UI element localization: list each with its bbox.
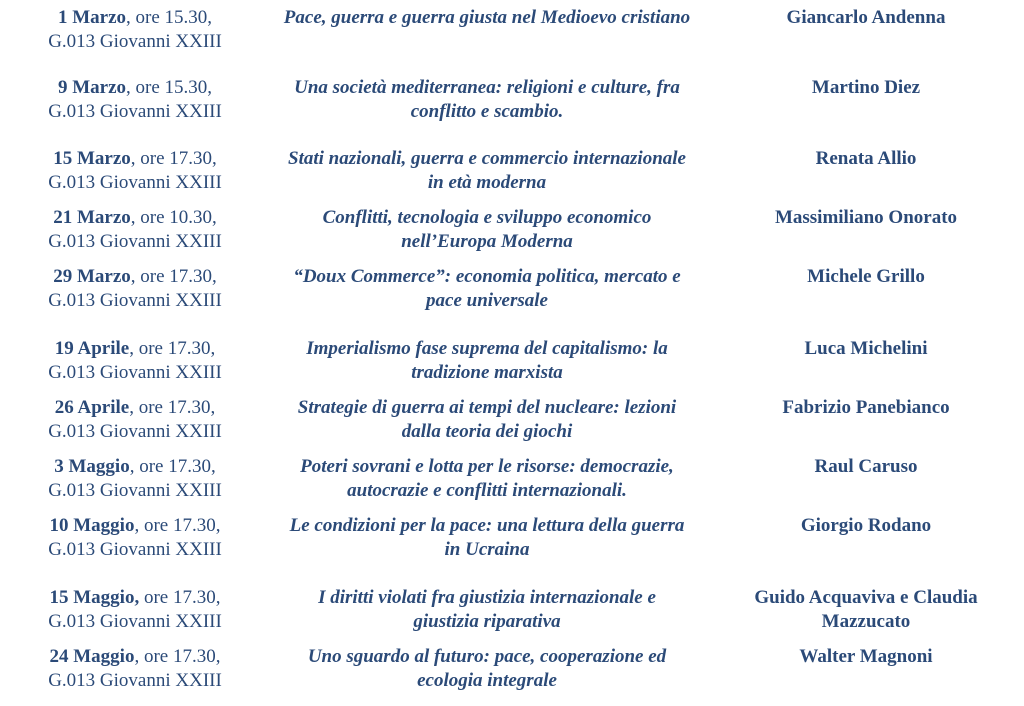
lecture-row (0, 586, 1024, 636)
lecture-row (0, 514, 1024, 564)
lecture-title-line: Uno sguardo al futuro: pace, cooperazione ed (307, 646, 667, 667)
lecture-title-line: ecologia integrale (417, 670, 557, 691)
lecture-speaker-line: Massimiliano Onorato (774, 207, 958, 228)
lecture-row (0, 76, 1024, 126)
lecture-speaker (728, 645, 1004, 693)
lecture-speaker (728, 147, 1004, 195)
lecture-title-line: Le condizioni per la pace: una lettura della guerra (289, 515, 685, 536)
lecture-title (250, 6, 724, 54)
lecture-title-line (250, 30, 724, 54)
lecture-speaker-line: Mazzucato (821, 611, 911, 632)
lecture-date: 15 Marzo (53, 148, 131, 169)
lecture-room: G.013 Giovanni XXIII (48, 421, 222, 442)
lecture-title-line: Una società mediterranea: religioni e culture, fra (294, 77, 680, 98)
lecture-speaker (728, 396, 1004, 444)
lecture-speaker-line (728, 100, 1004, 124)
lecture-speaker-line (728, 171, 1004, 195)
lecture-room: G.013 Giovanni XXIII (48, 611, 222, 632)
lecture-row (0, 337, 1024, 387)
lecture-title-line: dalla teoria dei giochi (401, 421, 573, 442)
lecture-time: , ore 17.30, (130, 266, 217, 287)
lecture-title-line: in età moderna (427, 172, 547, 193)
lecture-date: 19 Aprile (54, 338, 130, 359)
lecture-when (22, 455, 248, 503)
lecture-speaker (728, 206, 1004, 254)
lecture-title-line: Poteri sovrani e lotta per le risorse: democrazie, (300, 456, 674, 477)
lecture-speaker (728, 337, 1004, 385)
lecture-speaker-line (728, 420, 1004, 444)
lecture-when (22, 514, 248, 562)
lecture-room: G.013 Giovanni XXIII (48, 290, 222, 311)
lecture-date: 3 Maggio (54, 456, 130, 477)
lecture-title (250, 265, 724, 313)
lecture-speaker-line: Raul Caruso (814, 456, 918, 477)
lecture-speaker-line (728, 669, 1004, 693)
lecture-when (22, 586, 248, 634)
lecture-title-line: nell’Europa Moderna (401, 231, 573, 252)
lecture-date: 10 Maggio (49, 515, 135, 536)
lecture-room: G.013 Giovanni XXIII (48, 670, 222, 691)
lecture-speaker-line: Michele Grillo (807, 266, 925, 287)
lecture-time: , ore 15.30, (126, 77, 213, 98)
lecture-time: , ore 17.30, (130, 148, 217, 169)
lecture-title (250, 337, 724, 385)
lecture-time: ore 17.30, (139, 587, 221, 608)
lecture-time: , ore 17.30, (134, 515, 221, 536)
lecture-speaker-line (728, 289, 1004, 313)
lecture-room: G.013 Giovanni XXIII (48, 31, 222, 52)
lecture-speaker-line: Fabrizio Panebianco (782, 397, 950, 418)
lecture-date: 26 Aprile (54, 397, 130, 418)
lecture-title (250, 206, 724, 254)
lecture-speaker-line: Giancarlo Andenna (786, 7, 946, 28)
lecture-speaker (728, 455, 1004, 503)
lecture-speaker (728, 6, 1004, 54)
lecture-title-line: Stati nazionali, guerra e commercio internazionale (288, 148, 686, 169)
lecture-speaker-line: Giorgio Rodano (800, 515, 932, 536)
lecture-speaker-line: Martino Diez (811, 77, 921, 98)
lecture-title (250, 514, 724, 562)
lecture-title-line: in Ucraina (444, 539, 530, 560)
lecture-title-line: Pace, guerra e guerra giusta nel Medioevo cristiano (283, 7, 691, 28)
lecture-time: , ore 17.30, (129, 338, 216, 359)
lecture-speaker-line (728, 538, 1004, 562)
lecture-title-line: Conflitti, tecnologia e sviluppo economico (322, 207, 652, 228)
lecture-title (250, 455, 724, 503)
lecture-row (0, 455, 1024, 505)
lecture-speaker (728, 265, 1004, 313)
lecture-speaker (728, 586, 1004, 634)
lecture-when (22, 76, 248, 124)
lecture-when (22, 6, 248, 54)
lecture-time: , ore 17.30, (129, 456, 216, 477)
lecture-speaker-line (728, 479, 1004, 503)
lecture-time: , ore 15.30, (126, 7, 213, 28)
lecture-room: G.013 Giovanni XXIII (48, 101, 222, 122)
lecture-date: 29 Marzo (53, 266, 131, 287)
lecture-date: 15 Maggio, (49, 587, 140, 608)
lecture-speaker-line: Guido Acquaviva e Claudia (754, 587, 978, 608)
lecture-time: , ore 17.30, (129, 397, 216, 418)
lecture-speaker-line: Luca Michelini (804, 338, 928, 359)
lecture-title-line: Strategie di guerra ai tempi del nucleare: lezioni (297, 397, 677, 418)
lecture-time: , ore 10.30, (130, 207, 217, 228)
lecture-title (250, 396, 724, 444)
lecture-speaker-line (728, 230, 1004, 254)
lecture-when (22, 265, 248, 313)
lecture-when (22, 337, 248, 385)
lecture-title (250, 76, 724, 124)
lecture-title-line: Imperialismo fase suprema del capitalismo: la (306, 338, 668, 359)
lecture-room: G.013 Giovanni XXIII (48, 480, 222, 501)
lecture-title-line: pace universale (426, 290, 548, 311)
lecture-date: 24 Maggio (49, 646, 135, 667)
lecture-speaker-line: Walter Magnoni (799, 646, 933, 667)
lecture-speaker-line (728, 361, 1004, 385)
lecture-when (22, 396, 248, 444)
lecture-date: 1 Marzo (57, 7, 127, 28)
lecture-row (0, 645, 1024, 695)
lecture-when (22, 645, 248, 693)
lecture-when (22, 206, 248, 254)
lecture-row (0, 147, 1024, 197)
lecture-row (0, 396, 1024, 446)
lecture-date: 9 Marzo (57, 77, 127, 98)
lecture-time: , ore 17.30, (134, 646, 221, 667)
lecture-room: G.013 Giovanni XXIII (48, 172, 222, 193)
lecture-title (250, 586, 724, 634)
lecture-title-line: giustizia riparativa (413, 611, 561, 632)
lecture-title-line: autocrazie e conflitti internazionali. (347, 480, 627, 501)
lecture-when (22, 147, 248, 195)
lecture-room: G.013 Giovanni XXIII (48, 539, 222, 560)
lecture-speaker-line (728, 30, 1004, 54)
lecture-speaker (728, 76, 1004, 124)
lecture-title-line: conflitto e scambio. (410, 101, 564, 122)
lecture-row (0, 265, 1024, 315)
lecture-title (250, 645, 724, 693)
lecture-title-line: tradizione marxista (411, 362, 563, 383)
lecture-row (0, 6, 1024, 56)
lecture-room: G.013 Giovanni XXIII (48, 231, 222, 252)
lecture-title (250, 147, 724, 195)
lecture-title-line: I diritti violati fra giustizia internazionale e (318, 587, 656, 608)
lecture-title-line: “Doux Commerce”: economia politica, mercato e (293, 266, 681, 287)
lecture-row (0, 206, 1024, 256)
lecture-room: G.013 Giovanni XXIII (48, 362, 222, 383)
lecture-speaker-line: Renata Allio (815, 148, 917, 169)
lecture-speaker (728, 514, 1004, 562)
lecture-date: 21 Marzo (53, 207, 131, 228)
